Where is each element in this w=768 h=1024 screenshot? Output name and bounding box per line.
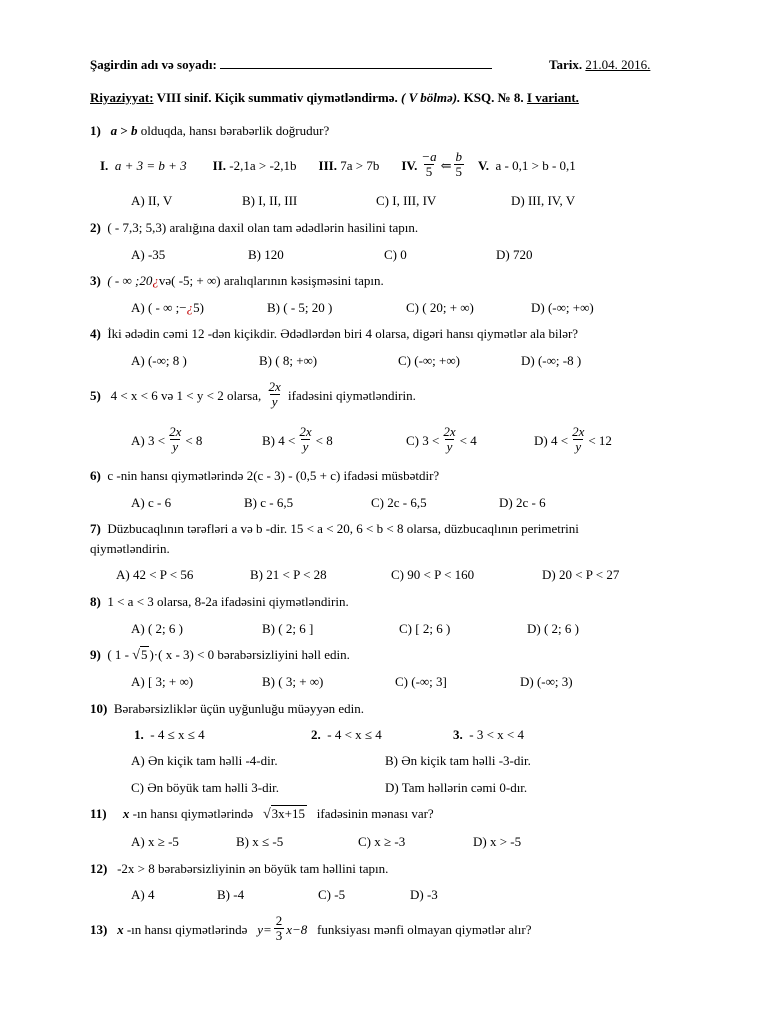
q11-option-a[interactable]: A) x ≥ -5 [131, 834, 179, 849]
q10-option-d[interactable]: D) Tam həllərin cəmi 0-dır. [385, 780, 528, 795]
q8-option-d[interactable]: D) ( 2; 6 ) [527, 621, 579, 636]
q5-option-a[interactable]: A) 3 < $\frac{2x}{y}$ < 8 [131, 423, 203, 454]
q3-option-a[interactable]: A) ( - ∞ ;−¿5) [131, 300, 204, 315]
q1-statements: I. a + 3 = b + 3 II. -2,1a > -2,1b III. 7a > 7b IV. $\frac{-a}{5}$ ⇐ $\frac{b}{5}$ V. a - 0,1 > b - 0,1 [100, 148, 576, 179]
question-13: 13) x -ın hansı qiymətlərində y= $\frac{2}{3}$ x−8 funksiyası mənfi olmayan qiymətlər alır? [90, 912, 532, 943]
q9-option-b[interactable]: B) ( 3; + ∞) [262, 674, 324, 689]
fraction: $\frac{2x}{y}$ [268, 378, 281, 409]
q1-option-b[interactable]: B) I, II, III [242, 193, 298, 208]
student-name-line [90, 57, 492, 73]
fraction: $\frac{b}{5}$ [455, 148, 463, 179]
ksq-text: KSQ. № 8. [463, 90, 524, 105]
question-11: 11) x -ın hansı qiymətlərində √3x+15 ifadəsinin mənası var? [90, 806, 434, 822]
subject-label: Riyaziyyat: [90, 90, 154, 105]
q12-option-a[interactable]: A) 4 [131, 887, 155, 902]
fraction: $\frac{2x}{y}$ [443, 423, 456, 454]
date-line [549, 57, 650, 73]
q4-option-b[interactable]: B) ( 8; +∞) [259, 353, 318, 368]
q4-option-d[interactable]: D) (-∞; -8 ) [521, 353, 582, 368]
q10-item-3: 3. - 3 < x < 4 [453, 727, 524, 742]
q3-option-d[interactable]: D) (-∞; +∞) [531, 300, 594, 315]
q5-option-b[interactable]: B) 4 < $\frac{2x}{y}$ < 8 [262, 423, 333, 454]
variant-text: I variant. [526, 90, 579, 105]
question-6: 6) c -nin hansı qiymətlərində 2(c - 3) - (0,5 + c) ifadəsi müsbətdir? [90, 468, 440, 483]
question-7: 7) Düzbucaqlının tərəfləri a və b -dir. 15 < a < 20, 6 < b < 8 olarsa, düzbucaqlının perimetrini [90, 521, 579, 536]
student-name-label: Şagirdin adı və soyadı: [90, 57, 217, 72]
q4-option-c[interactable]: C) (-∞; +∞) [398, 353, 460, 368]
q7-option-a[interactable]: A) 42 < P < 56 [116, 567, 194, 582]
q2-option-b[interactable]: B) 120 [248, 247, 284, 262]
q2-option-d[interactable]: D) 720 [496, 247, 533, 262]
q11-option-d[interactable]: D) x > -5 [473, 834, 522, 849]
question-4: 4) İki ədədin cəmi 12 -dən kiçikdir. Ədədlərdən biri 4 olarsa, digəri hansı qiymətlər ala bilər? [90, 326, 579, 341]
q10-option-a[interactable]: A) Ən kiçik tam həlli -4-dir. [131, 753, 278, 768]
q11-option-c[interactable]: C) x ≥ -3 [358, 834, 406, 849]
question-3: 3) ( - ∞ ;20¿və( -5; + ∞) aralıqlarının kəsişməsini tapın. [90, 273, 384, 288]
date-label: Tarix. [549, 57, 583, 72]
q9-option-c[interactable]: C) (-∞; 3] [395, 674, 447, 689]
grade-text: VIII sinif. Kiçik summativ qiymətləndirmə. [156, 90, 398, 105]
q10-item-2: 2. - 4 < x ≤ 4 [311, 727, 382, 742]
q7-option-b[interactable]: B) 21 < P < 28 [250, 567, 327, 582]
q6-option-b[interactable]: B) c - 6,5 [244, 495, 294, 510]
q8-option-b[interactable]: B) ( 2; 6 ] [262, 621, 314, 636]
question-2: 2) ( - 7,3; 5,3) aralığına daxil olan tam ədədlərin hasilini tapın. [90, 220, 419, 235]
question-number: 1) [90, 123, 101, 138]
question-1: 1) a > b olduqda, hansı bərabərlik doğrudur? [90, 123, 330, 138]
q7-option-d[interactable]: D) 20 < P < 27 [542, 567, 620, 582]
question-7-cont: qiymətləndirin. [90, 541, 170, 556]
q9-option-a[interactable]: A) [ 3; + ∞) [131, 674, 194, 689]
fraction: $\frac{-a}{5}$ [421, 148, 437, 179]
q12-option-c[interactable]: C) -5 [318, 887, 346, 902]
q1-option-d[interactable]: D) III, IV, V [511, 193, 576, 208]
question-8: 8) 1 < a < 3 olarsa, 8-2a ifadəsini qiymətləndirin. [90, 594, 349, 609]
date-value: 21.04. 2016. [585, 57, 651, 72]
q6-option-c[interactable]: C) 2c - 6,5 [371, 495, 427, 510]
fraction: $\frac{2x}{y}$ [169, 423, 182, 454]
q1-option-c[interactable]: C) I, III, IV [376, 193, 437, 208]
q10-item-1: 1. - 4 ≤ x ≤ 4 [134, 727, 205, 742]
q2-option-c[interactable]: C) 0 [384, 247, 407, 262]
q4-option-a[interactable]: A) (-∞; 8 ) [131, 353, 187, 368]
q10-option-b[interactable]: B) Ən kiçik tam həlli -3-dir. [385, 753, 531, 768]
page-title [90, 90, 579, 106]
q8-option-c[interactable]: C) [ 2; 6 ) [399, 621, 451, 636]
q6-option-d[interactable]: D) 2c - 6 [499, 495, 546, 510]
square-root: √3x+15 [262, 806, 305, 822]
q3-option-b[interactable]: B) ( - 5; 20 ) [267, 300, 333, 315]
question-10: 10) Bərabərsizliklər üçün uyğunluğu müəyyən edin. [90, 701, 365, 716]
q3-option-c[interactable]: C) ( 20; + ∞) [406, 300, 474, 315]
q12-option-b[interactable]: B) -4 [217, 887, 245, 902]
question-5: 5) 4 < x < 6 və 1 < y < 2 olarsa, $\frac{2x}{y}$ ifadəsini qiymətləndirin. [90, 378, 416, 409]
fraction: $\frac{2x}{y}$ [299, 423, 312, 454]
q5-option-c[interactable]: C) 3 < $\frac{2x}{y}$ < 4 [406, 423, 477, 454]
section-text: ( V bölmə). [401, 90, 461, 105]
question-9: 9) ( 1 - √5 )·( x - 3) < 0 bərabərsizliyini həll edin. [90, 647, 350, 663]
q11-option-b[interactable]: B) x ≤ -5 [236, 834, 284, 849]
q5-option-d[interactable]: D) 4 < $\frac{2x}{y}$ < 12 [534, 423, 612, 454]
q6-option-a[interactable]: A) c - 6 [131, 495, 172, 510]
fraction: $\frac{2x}{y}$ [572, 423, 585, 454]
q7-option-c[interactable]: C) 90 < P < 160 [391, 567, 475, 582]
square-root: √5 [132, 647, 148, 663]
q8-option-a[interactable]: A) ( 2; 6 ) [131, 621, 183, 636]
fraction: $\frac{2}{3}$ [275, 912, 283, 943]
q1-option-a[interactable]: A) II, V [131, 193, 173, 208]
q9-option-d[interactable]: D) (-∞; 3) [520, 674, 573, 689]
q2-option-a[interactable]: A) -35 [131, 247, 166, 262]
question-12: 12) -2x > 8 bərabərsizliyinin ən böyük tam həllini tapın. [90, 861, 389, 876]
q12-option-d[interactable]: D) -3 [410, 887, 438, 902]
student-name-field[interactable] [220, 57, 492, 69]
q10-option-c[interactable]: C) Ən böyük tam həlli 3-dir. [131, 780, 280, 795]
